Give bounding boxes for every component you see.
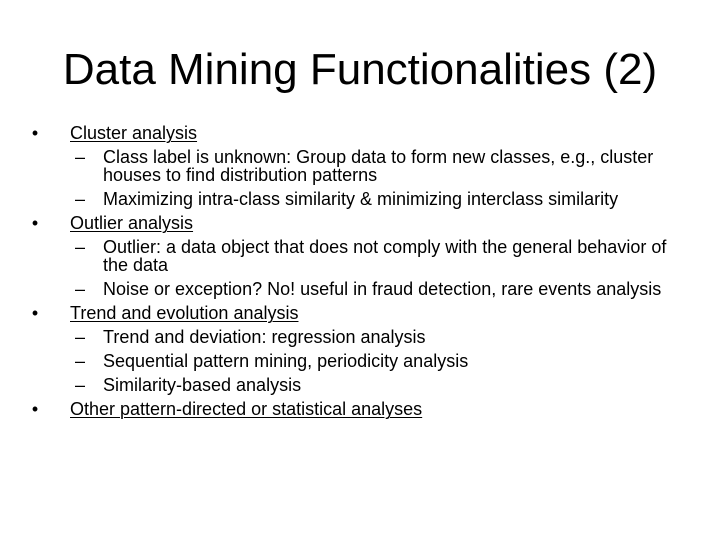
bullet-icon: • — [31, 213, 39, 233]
dash-icon: – — [75, 351, 86, 371]
sub-item — [75, 237, 680, 275]
dash-icon: – — [75, 375, 86, 395]
dash-icon: – — [75, 189, 86, 209]
slide-body — [0, 124, 720, 424]
bullet-item-outlier-analysis — [31, 213, 720, 233]
sub-item — [75, 327, 680, 347]
bullet-icon: • — [31, 303, 39, 323]
dash-icon: – — [75, 237, 86, 257]
sub-item — [75, 375, 680, 395]
bullet-item-other-analyses — [31, 399, 720, 419]
sub-item-text: Trend and deviation: regression analysis — [103, 327, 426, 347]
dash-icon: – — [75, 327, 86, 347]
sub-item — [75, 279, 680, 299]
link-outlier-analysis[interactable]: Outlier analysis — [70, 213, 194, 233]
sub-item — [75, 189, 680, 209]
sub-item-text: Maximizing intra-class similarity & minimizing interclass similarity — [103, 189, 619, 209]
bullet-icon: • — [31, 123, 39, 143]
bullet-item-cluster-analysis — [31, 123, 720, 143]
sub-item — [75, 351, 680, 371]
link-trend-evolution-analysis[interactable]: Trend and evolution analysis — [70, 303, 299, 323]
sub-item-text: Similarity-based analysis — [103, 375, 302, 395]
sub-item-text: Outlier: a data object that does not comply with the general behavior of the data — [103, 237, 667, 275]
dash-icon: – — [75, 147, 86, 167]
bullet-icon: • — [31, 399, 39, 419]
bullet-item-trend-analysis — [31, 303, 720, 323]
dash-icon: – — [75, 279, 86, 299]
slide-title: Data Mining Functionalities (2) — [62, 45, 658, 94]
sub-item-text: Sequential pattern mining, periodicity analysis — [103, 351, 469, 371]
sub-item — [75, 147, 680, 185]
link-cluster-analysis[interactable]: Cluster analysis — [70, 123, 198, 143]
link-other-analyses[interactable]: Other pattern-directed or statistical analyses — [70, 399, 423, 419]
sub-item-text: Class label is unknown: Group data to form new classes, e.g., cluster houses to find distribution patterns — [103, 147, 654, 185]
sub-item-text: Noise or exception? No! useful in fraud detection, rare events analysis — [103, 279, 662, 299]
